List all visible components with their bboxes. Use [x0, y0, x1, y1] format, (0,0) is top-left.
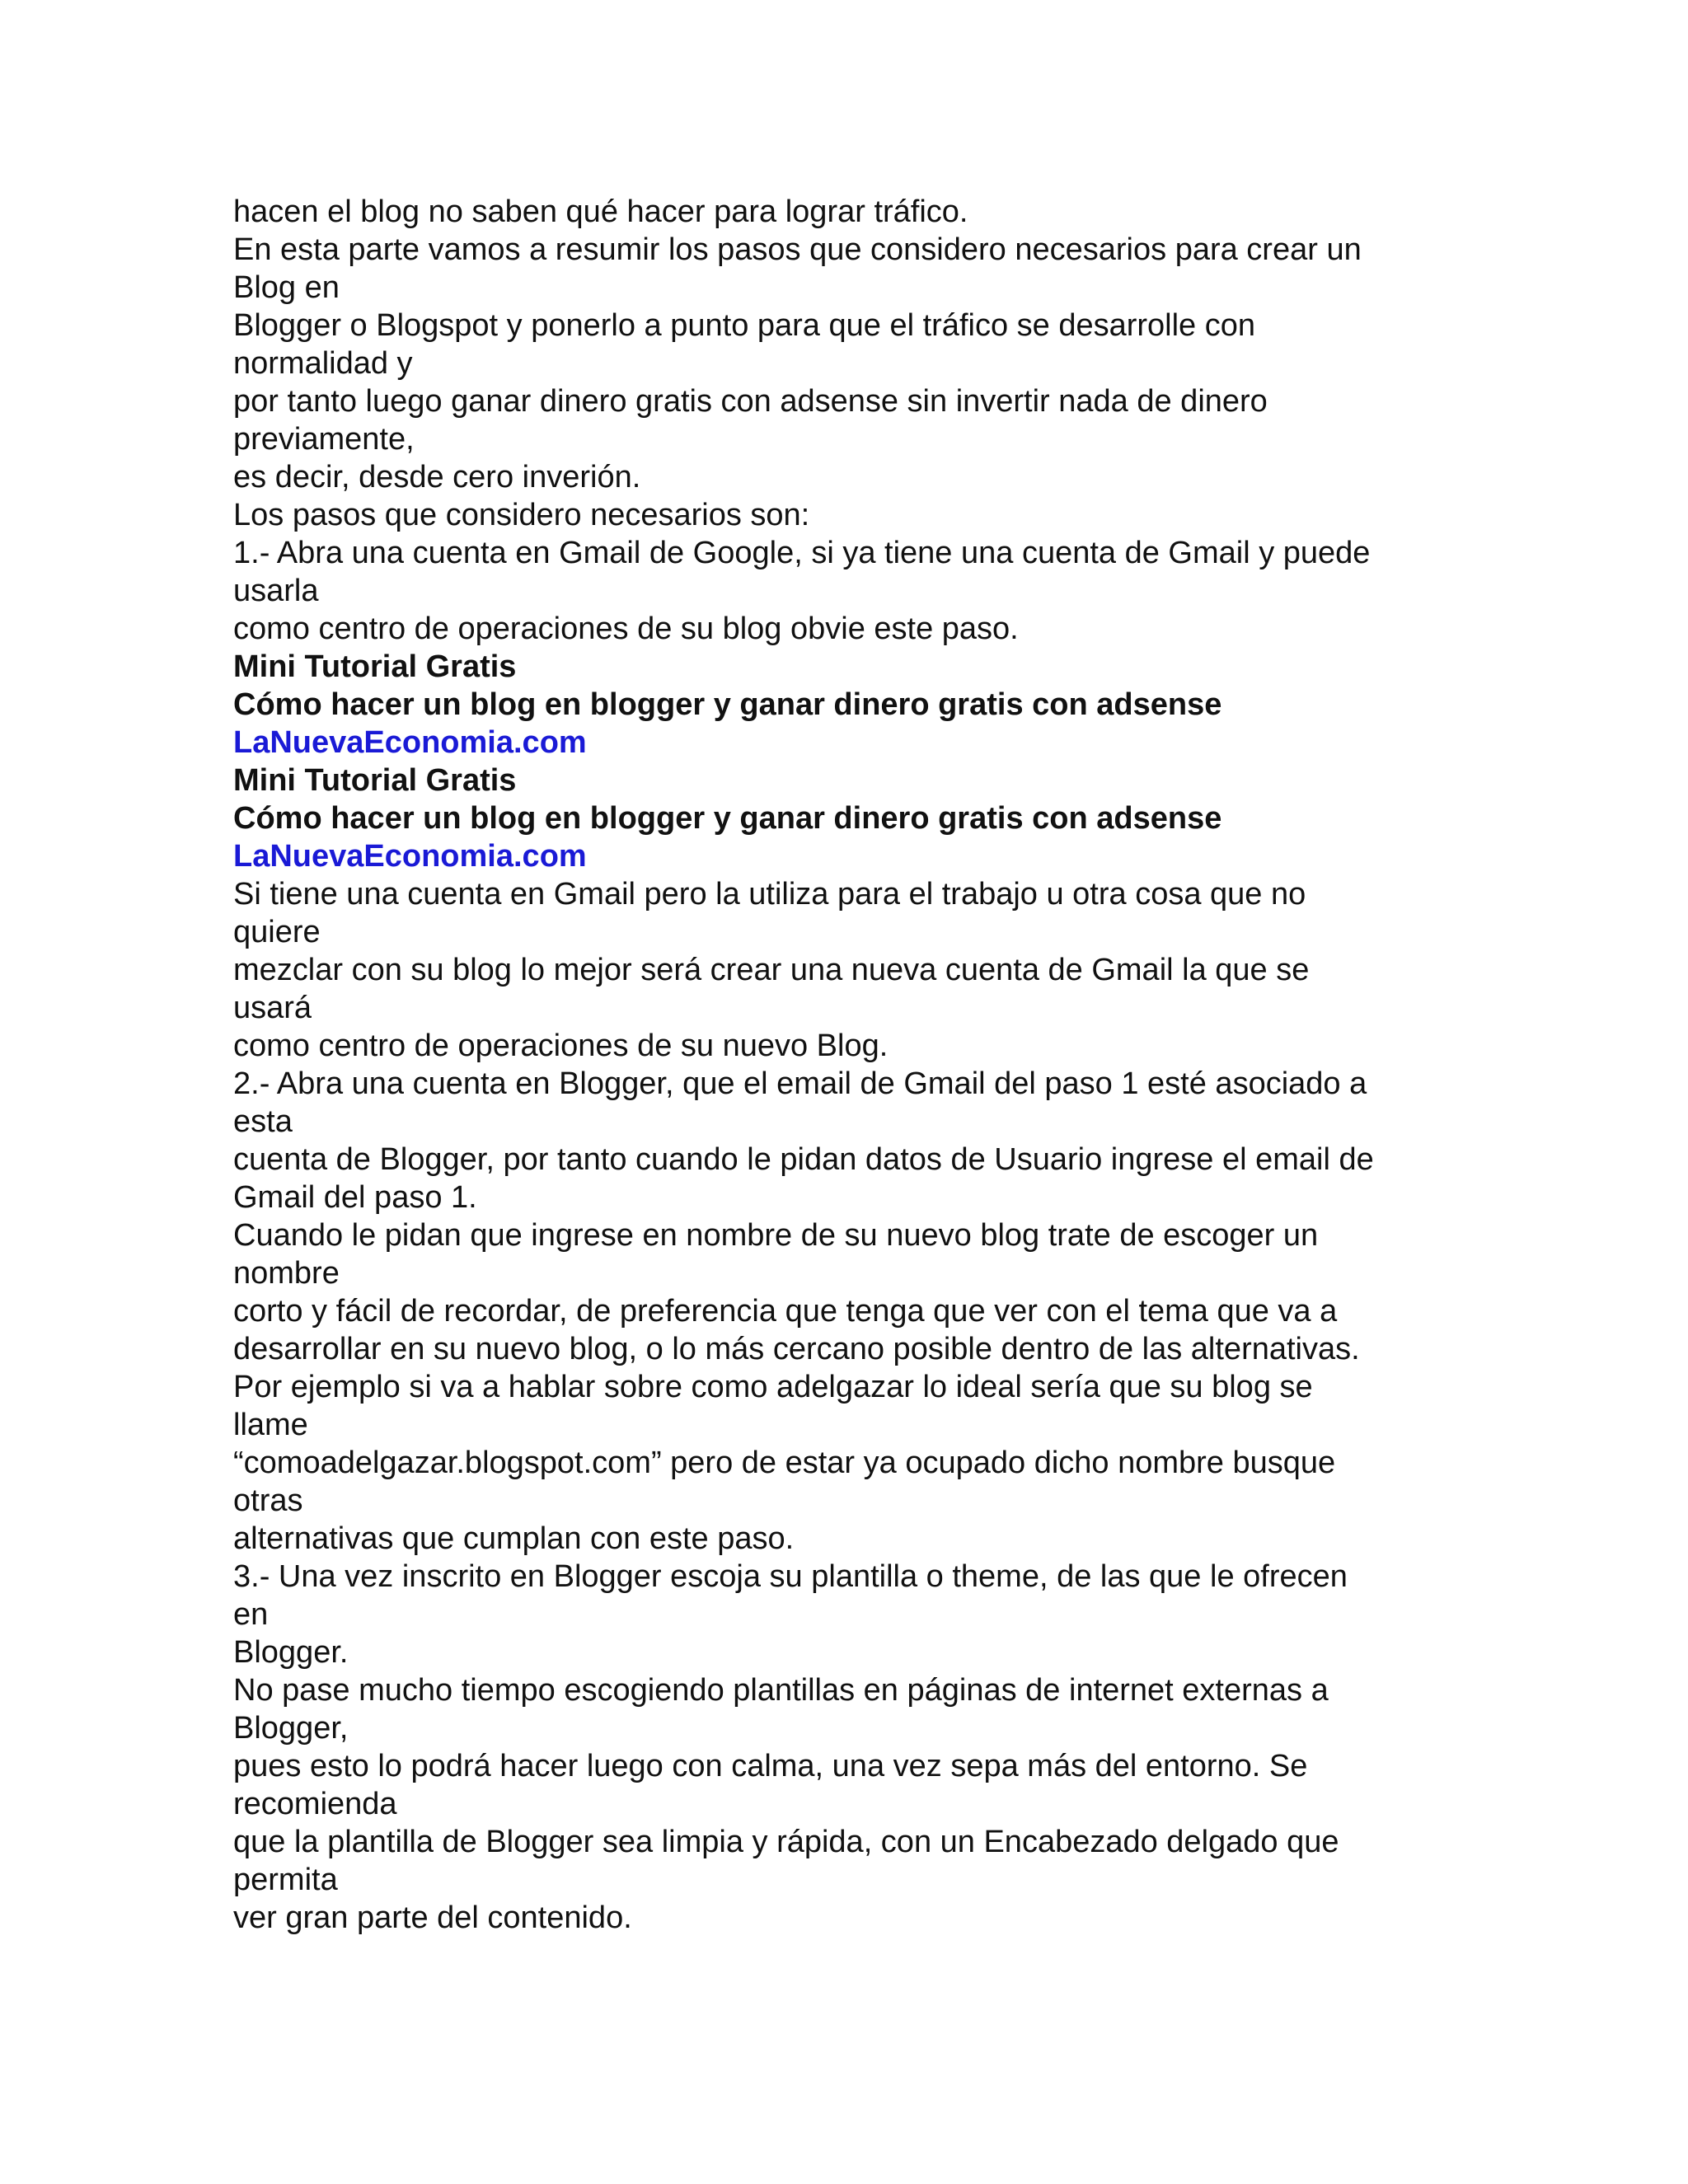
text-line: que la plantilla de Blogger sea limpia y rápida, con un Encabezado delgado que [233, 1825, 1339, 1859]
text-line: usarla [233, 574, 319, 608]
site-link-text: LaNuevaEconomia.com [233, 725, 587, 760]
text-line: corto y fácil de recordar, de preferencia que tenga que ver con el tema que va a [233, 1294, 1338, 1329]
bold-heading-line: Cómo hacer un blog en blogger y ganar dinero gratis con adsense [233, 687, 1222, 722]
text-line: Cuando le pidan que ingrese en nombre de su nuevo blog trate de escoger un [233, 1218, 1319, 1253]
text-line: cuenta de Blogger, por tanto cuando le pidan datos de Usuario ingrese el email de [233, 1142, 1374, 1177]
text-line: es decir, desde cero inverión. [233, 460, 641, 494]
site-link-text: LaNuevaEconomia.com [233, 839, 587, 874]
text-line: permita [233, 1863, 338, 1897]
text-line: Gmail del paso 1. [233, 1180, 477, 1215]
text-line: Blogger. [233, 1635, 349, 1670]
text-line: ver gran parte del contenido. [233, 1900, 632, 1935]
text-line: llame [233, 1408, 308, 1442]
text-line: 2.- Abra una cuenta en Blogger, que el email de Gmail del paso 1 esté asociado a [233, 1066, 1367, 1101]
text-line: usará [233, 991, 312, 1025]
text-line: como centro de operaciones de su nuevo Blog. [233, 1029, 889, 1063]
text-line: esta [233, 1104, 293, 1139]
text-line: “comoadelgazar.blogspot.com” pero de estar ya ocupado dicho nombre busque [233, 1446, 1336, 1480]
text-line: En esta parte vamos a resumir los pasos que considero necesarios para crear un [233, 232, 1362, 267]
text-line: desarrollar en su nuevo blog, o lo más cercano posible dentro de las alternativas. [233, 1332, 1360, 1366]
text-line: hacen el blog no saben qué hacer para lograr tráfico. [233, 194, 968, 229]
bold-heading-line: Mini Tutorial Gratis [233, 763, 517, 798]
text-line: mezclar con su blog lo mejor será crear una nueva cuenta de Gmail la que se [233, 953, 1310, 987]
bold-heading-line: Mini Tutorial Gratis [233, 649, 517, 684]
text-line: quiere [233, 915, 321, 949]
document-body [233, 193, 1470, 1937]
text-line: Blogger, [233, 1711, 349, 1746]
text-line: 3.- Una vez inscrito en Blogger escoja su plantilla o theme, de las que le ofrecen [233, 1559, 1348, 1594]
text-line: normalidad y [233, 346, 413, 381]
text-line: alternativas que cumplan con este paso. [233, 1521, 795, 1556]
text-line: Si tiene una cuenta en Gmail pero la utiliza para el trabajo u otra cosa que no [233, 877, 1306, 912]
text-line: recomienda [233, 1787, 397, 1821]
text-line: previamente, [233, 422, 415, 457]
text-line: Blog en [233, 270, 340, 305]
text-line: por tanto luego ganar dinero gratis con adsense sin invertir nada de dinero [233, 384, 1268, 419]
text-line: No pase mucho tiempo escogiendo plantillas en páginas de internet externas a [233, 1673, 1329, 1708]
text-line: 1.- Abra una cuenta en Gmail de Google, si ya tiene una cuenta de Gmail y puede [233, 536, 1371, 570]
text-line: Los pasos que considero necesarios son: [233, 498, 810, 532]
bold-heading-line: Cómo hacer un blog en blogger y ganar dinero gratis con adsense [233, 801, 1222, 836]
text-line: en [233, 1597, 269, 1632]
text-line: otras [233, 1483, 303, 1518]
text-line: como centro de operaciones de su blog obvie este paso. [233, 612, 1019, 646]
text-line: nombre [233, 1256, 340, 1291]
text-line: Blogger o Blogspot y ponerlo a punto para que el tráfico se desarrolle con [233, 308, 1256, 343]
text-line: pues esto lo podrá hacer luego con calma, una vez sepa más del entorno. Se [233, 1749, 1308, 1783]
text-line: Por ejemplo si va a hablar sobre como adelgazar lo ideal sería que su blog se [233, 1370, 1313, 1404]
